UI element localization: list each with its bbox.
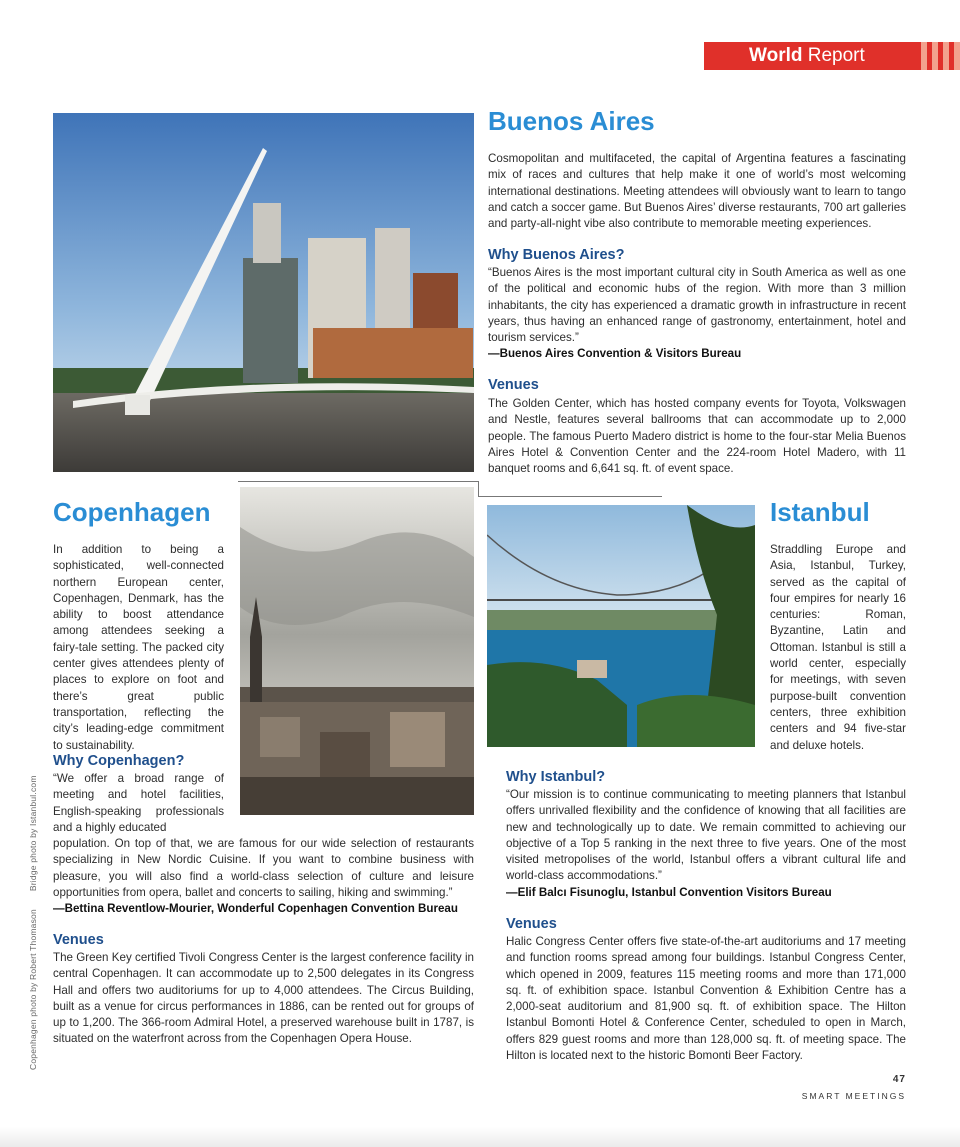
buenos-aires-bridge-photo [53,113,474,472]
buenos-aires-why-heading: Why Buenos Aires? [488,247,625,263]
divider-line [478,496,662,497]
copenhagen-why-heading: Why Copenhagen? [53,753,185,769]
istanbul-why-quote: “Our mission is to continue communicating to meeting planners that Istanbul offers unrivalled flexibility and the confidence of knowing that all facilities are new and technologically up to date. We remain committed to achieving our objective of a Top 5 ranking in the next three to five years. One of the most visited metropolises of the world, Istanbul offers a vibrant cultural life and world-class accommodations.” —Elif Balcı Fisunoglu, Istanbul Convention Visitors Bureau [506,788,906,899]
divider-line [478,481,479,497]
istanbul-attribution: —Elif Balcı Fisunoglu, Istanbul Convention Visitors Bureau [506,885,832,899]
copenhagen-why-quote-top: “We offer a broad range of meeting and hotel facilities, English-speaking professionals and a highly educated [53,772,224,834]
divider-line [238,481,478,482]
buenos-aires-attribution: —Buenos Aires Convention & Visitors Bureau [488,347,742,361]
istanbul-venues-heading: Venues [506,916,557,932]
buenos-aires-intro: Cosmopolitan and multifaceted, the capital of Argentina features a fascinating mix of races and cultures that help make it one of world’s most welcoming international destinations. Meeting attendees will obviously want to learn to tango and catch a soccer game. But Buenos Aires’ diverse restaurants, 700 art galleries and party-all-night vibe also contribute to memorable meeting experiences. [488,152,906,231]
buenos-aires-title: Buenos Aires [488,106,655,136]
copenhagen-title: Copenhagen [53,497,211,527]
istanbul-why-heading: Why Istanbul? [506,769,606,785]
copenhagen-intro: In addition to being a sophisticated, well-connected northern European center, Copenhagen, Denmark, has the ability to boost attendance among attendees seeking a fairy-tale setting. The packed city center gives attendees plenty of places to explore on foot and there’s great public transportation, reflecting the city’s leading-edge commitment to sustainability. [53,543,224,752]
copenhagen-venues-heading: Venues [53,932,104,948]
istanbul-venues-text: Halic Congress Center offers five state-of-the-art auditoriums and 17 meeting and function rooms spread among four buildings. Istanbul Congress Center, which opened in 2009, features 115 meeting rooms and more than 171,000 sq. ft. of exhibition space. Istanbul Convention & Exhibition Centre has a 2,000-seat auditorium and 81,900 sq. ft. of exhibition space. The Hilton Istanbul Bomonti Hotel & Conference Center, scheduled to open in March, offers 829 guest rooms and more than 128,000 sq. ft. of meeting space. The Hilton is located next to the historic Bomonti Beer Factory. [506,935,906,1063]
istanbul-bosphorus-photo [487,505,755,747]
bridge-photo-credit: Bridge photo by Istanbul.com [28,775,38,892]
istanbul-intro: Straddling Europe and Asia, Istanbul, Turkey, served as the capital of four empires for nearly 16 centuries: Roman, Byzantine, Latin and Ottoman. Istanbul is still a world center, especially for meetings, with seven purpose-built convention centers, three exhibition centers and 94 five-star and deluxe hotels. [770,543,906,752]
copenhagen-attribution: —Bettina Reventlow-Mourier, Wonderful Copenhagen Convention Bureau [53,902,458,916]
page-number: 47 [892,1074,906,1085]
copenhagen-skyline-photo [240,487,474,815]
section-banner-label: World Report [749,45,865,66]
page-bottom-edge [0,1127,960,1147]
copenhagen-venues-text: The Green Key certified Tivoli Congress Center is the largest conference facility in central Copenhagen. It can accommodate up to 2,500 delegates in its Congress Hall and offers two auditoriums for up to 4,000 attendees. The Circus Building, built as a venue for circus performances in 1886, can be rented out for groups of up to 1,200. The 366-room Admiral Hotel, a preserved warehouse built in 1787, is situated on the waterfront across from the Copenhagen Opera House. [53,951,474,1046]
photo-credits [28,775,38,1070]
publication-name: SMART MEETINGS [801,1091,906,1101]
copenhagen-why-quote: population. On top of that, we are famous for our wide selection of restaurants specializing in New Nordic Cuisine. If you want to combine business with pleasure, you will also find a world-class selection of culture and leisure opportunities from opera, ballet and concerts to sailing, hiking and swimming.” —Bettina Reventlow-Mourier, Wonderful Copenhagen Convention Bureau [53,837,474,916]
istanbul-title: Istanbul [770,497,870,527]
copenhagen-photo-credit: Copenhagen photo by Robert Thomason [28,909,38,1070]
buenos-aires-why-quote: “Buenos Aires is the most important cultural city in South America as well as one of the political and economic hubs of the region. With more than 3 million inhabitants, the city has experienced a dramatic growth in infrastructure in recent years, thus having an enhanced range of gastronomy, entertainment, hotel and tourism services.” —Buenos Aires Convention & Visitors Bureau [488,266,906,361]
banner-stripes [921,42,960,70]
buenos-aires-venues-text: The Golden Center, which has hosted company events for Toyota, Volkswagen and Nestle, features several ballrooms that can accommodate up to 2,000 people. The famous Puerto Madero district is home to the four-star Melia Buenos Aires Hotel & Convention Center and the 224-room Hotel Madero, with 11 banquet rooms and 6,641 sq. ft. of event space. [488,397,906,476]
section-banner [704,42,960,70]
buenos-aires-venues-heading: Venues [488,377,539,393]
